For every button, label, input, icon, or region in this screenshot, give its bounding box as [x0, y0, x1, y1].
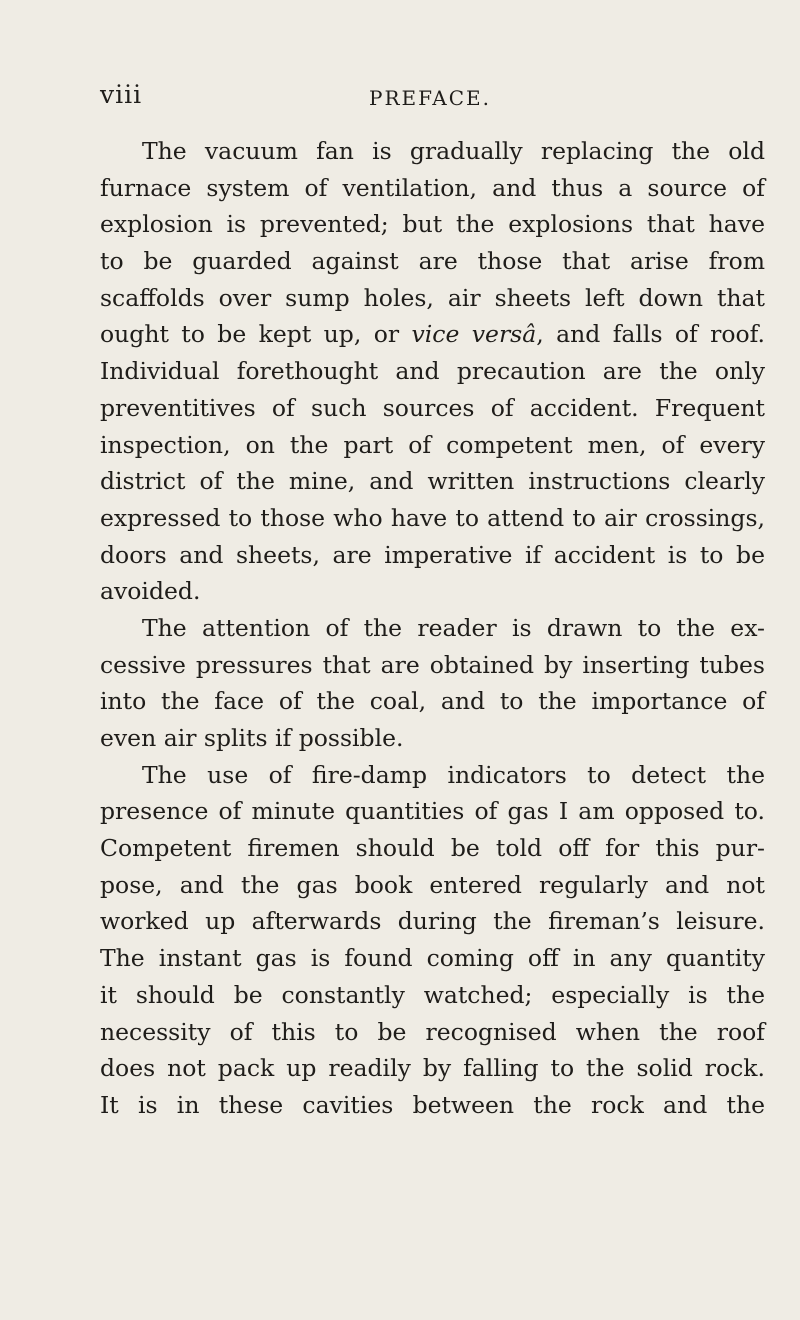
- text-line: it should be constantly watched; especially is the: [100, 980, 765, 1009]
- text-line: pose, and the gas book entered regularly and not: [100, 870, 765, 899]
- text-line: even air splits if possible.: [100, 724, 404, 752]
- preface-body: [100, 133, 765, 1124]
- text-line: It is in these cavities between the rock and the: [100, 1090, 765, 1119]
- text-line: The instant gas is found coming off in any quantity: [100, 944, 765, 973]
- text-line: necessity of this to be recognised when the roof: [100, 1017, 765, 1046]
- text-line: doors and sheets, are imperative if accident is to be: [100, 540, 765, 569]
- text-line: worked up afterwards during the fireman’s leisure.: [100, 907, 765, 936]
- text-line: scaffolds over sump holes, air sheets left down that: [100, 283, 765, 312]
- running-head: [100, 80, 760, 114]
- text-line: district of the mine, and written instructions clearly: [100, 467, 765, 496]
- text-line: preventitives of such sources of accident. Frequent: [100, 393, 765, 422]
- text-line: cessive pressures that are obtained by inserting tubes: [100, 650, 765, 679]
- page-number: viii: [100, 80, 143, 109]
- text-line: inspection, on the part of competent men, of every: [100, 430, 765, 459]
- running-title: PREFACE.: [369, 86, 491, 110]
- italic-phrase: vice versâ: [411, 320, 537, 349]
- text-line: expressed to those who have to attend to air crossings,: [100, 503, 765, 532]
- text-line: into the face of the coal, and to the importance of: [100, 687, 765, 716]
- text-line: explosion is prevented; but the explosions that have: [100, 210, 765, 239]
- text-line: avoided.: [100, 577, 201, 606]
- text-line: Individual forethought and precaution are the only: [100, 357, 765, 386]
- text-line: The vacuum fan is gradually replacing the old: [142, 137, 765, 165]
- text-line: to be guarded against are those that arise from: [100, 247, 765, 276]
- text-segment: ought to be kept up, or: [100, 320, 400, 349]
- text-line: does not pack up readily by falling to the solid rock.: [100, 1054, 765, 1083]
- text-line: presence of minute quantities of gas I am opposed to.: [100, 797, 765, 826]
- text-line: Competent firemen should be told off for this pur-: [100, 834, 765, 863]
- text-line: The attention of the reader is drawn to the ex-: [142, 613, 765, 642]
- text-segment: , and falls of roof.: [536, 320, 765, 349]
- text-line: [100, 316, 765, 353]
- text-line: furnace system of ventilation, and thus a source of: [100, 173, 765, 202]
- text-line: The use of fire-damp indicators to detect the: [142, 760, 765, 789]
